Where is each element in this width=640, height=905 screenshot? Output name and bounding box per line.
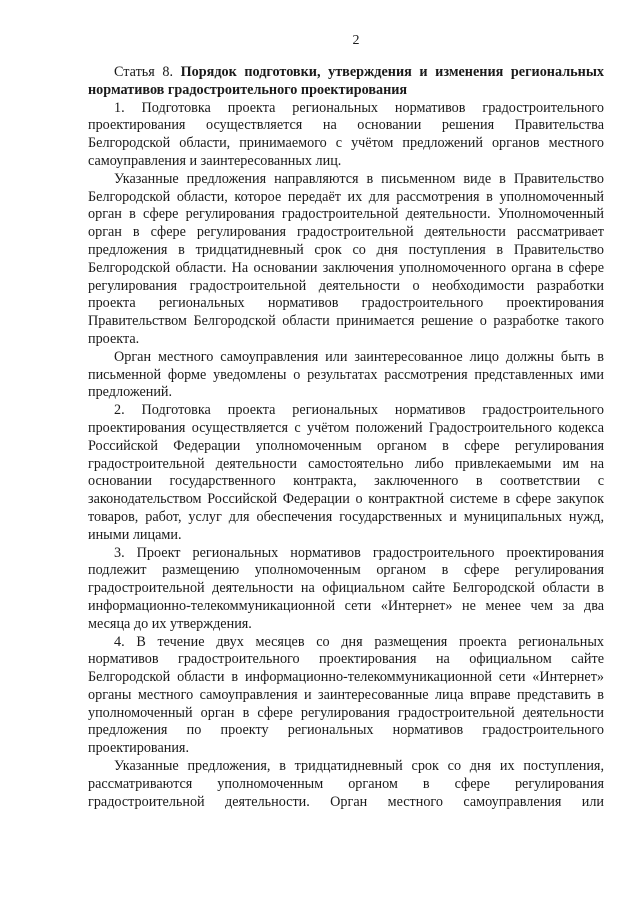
article-title: Порядок подготовки, утверждения и изменения региональных нормативов градостроительного проектирования bbox=[88, 64, 605, 98]
paragraph-6: 4. В течение двух месяцев со дня размещения проекта региональных нормативов градостроительного проектирования на официальном сайте Белгородской области в информационно-телекоммуникационной сети «Интернет» органы местного самоуправления и заинтересованные лица вправе представить в уполномоченный орган в сфере регулирования градостроительной деятельности предложения по проекту региональных нормативов градостроительного проектирования. bbox=[88, 633, 604, 757]
paragraph-5: 3. Проект региональных нормативов градостроительного проектирования подлежит размещению уполномоченным органом в сфере регулирования градостроительной деятельности на официальном сайте Белгородской области в информационно-телекоммуникационной сети «Интернет» не менее чем за два месяца до их утверждения. bbox=[88, 544, 604, 632]
document-page bbox=[88, 32, 604, 811]
paragraph-1: 1. Подготовка проекта региональных нормативов градостроительного проектирования осуществляется на основании решения Правительства Белгородской области, принимаемого с учётом предложений органов местного самоуправления и заинтересованных лиц. bbox=[88, 99, 604, 169]
paragraph-7: Указанные предложения, в тридцатидневный срок со дня их поступления, рассматриваются уполномоченным органом в сфере регулирования градостроительной деятельности. Орган местного самоуправления или bbox=[88, 758, 604, 810]
paragraph-3: Орган местного самоуправления или заинтересованное лицо должны быть в письменной форме уведомлены о результатах рассмотрения представленных ими предложений. bbox=[88, 348, 604, 401]
paragraph-4: 2. Подготовка проекта региональных нормативов градостроительного проектирования осуществляется с учётом положений Градостроительного кодекса Российской Федерации уполномоченным органом в сфере регулирования градостроительной деятельности самостоятельно либо привлекаемыми им на основании государственного контракта, заключенного в соответствии с законодательством Российской Федерации о контрактной системе в сфере закупок товаров, работ, услуг для обеспечения государственных и муниципальных нужд, иными лицами. bbox=[88, 402, 604, 543]
article-label: Статья 8. bbox=[114, 64, 174, 80]
page-number: 2 bbox=[352, 33, 360, 48]
paragraph-2: Указанные предложения направляются в письменном виде в Правительство Белгородской области, которое передаёт их для рассмотрения в уполномоченный орган в сфере регулирования градостроительной деятельности. Уполномоченный орган в сфере регулирования градостроительной деятельности рассматривает предложения в тридцатидневный срок со дня поступления в Правительство Белгородской области. На основании заключения уполномоченного органа в сфере регулирования градостроительной деятельности о необходимости разработки проекта региональных нормативов градостроительного проектирования Правительством Белгородской области принимается решение о разработке такого проекта. bbox=[88, 170, 604, 347]
article-heading bbox=[88, 64, 604, 100]
